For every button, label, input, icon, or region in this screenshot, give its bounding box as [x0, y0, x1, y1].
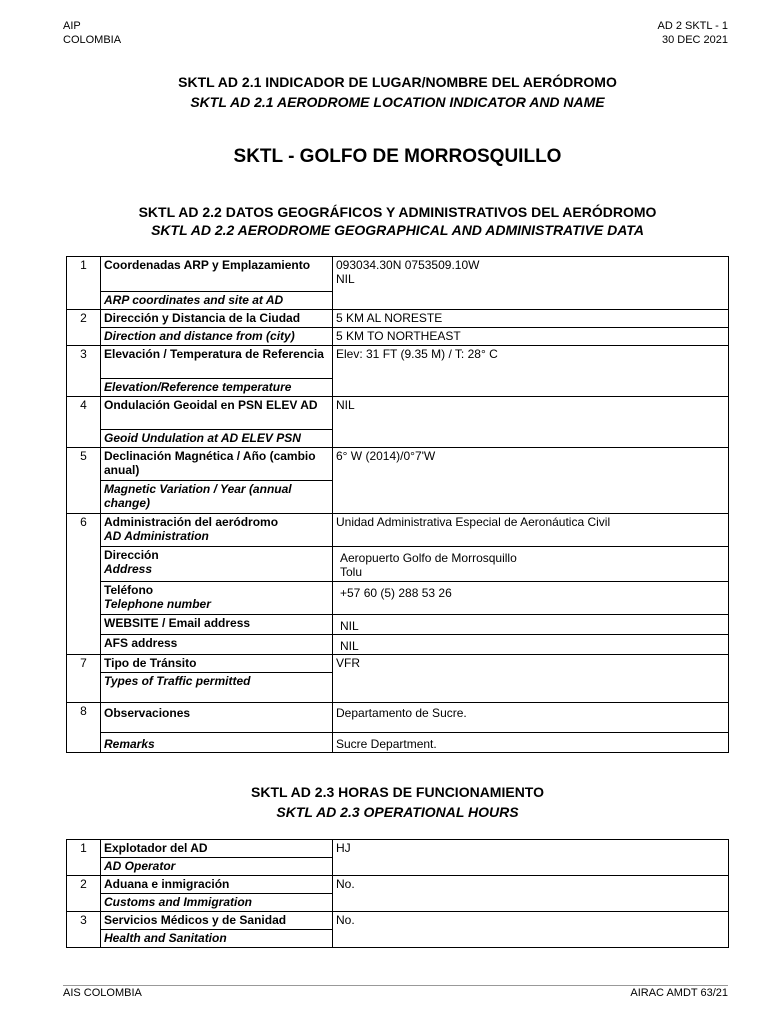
header-aip: AIP: [63, 20, 81, 32]
table-row: [67, 840, 729, 858]
value-text: Sucre Department.: [333, 733, 729, 753]
table-row: [67, 733, 729, 753]
table-row: [67, 655, 729, 673]
page-title: SKTL - GOLFO DE MORROSQUILLO: [233, 146, 562, 167]
label-es: Elevación / Temperatura de Referencia: [101, 346, 333, 379]
table-row: [67, 448, 729, 481]
label-en: Magnetic Variation / Year (annual change): [101, 481, 333, 514]
row-num: 2: [67, 876, 101, 912]
row-num: 6: [67, 514, 101, 655]
value-text: NIL: [336, 272, 355, 286]
sec21-title-en: SKTL AD 2.1 AERODROME LOCATION INDICATOR AND NAME: [190, 94, 605, 110]
label-es: Teléfono: [104, 583, 154, 597]
label-es: Dirección y Distancia de la Ciudad: [101, 310, 333, 328]
footer-right: AIRAC AMDT 63/21: [630, 987, 728, 999]
value-cell: [333, 257, 729, 310]
header-page-id: AD 2 SKTL - 1: [657, 20, 728, 32]
sec21-title-es: SKTL AD 2.1 INDICADOR DE LUGAR/NOMBRE DEL AERÓDROMO: [178, 74, 617, 90]
row-num: 1: [67, 257, 101, 310]
table-row: [67, 257, 729, 292]
label-en: Remarks: [101, 733, 333, 753]
label-es: Servicios Médicos y de Sanidad: [101, 912, 333, 930]
value-text: Departamento de Sucre.: [333, 703, 729, 733]
value-text: VFR: [333, 655, 729, 703]
label-admin: [101, 514, 333, 547]
label-es: Coordenadas ARP y Emplazamiento: [101, 257, 333, 292]
table-row: [67, 328, 729, 346]
label-es: Ondulación Geoidal en PSN ELEV AD: [101, 397, 333, 430]
label-en: Elevation/Reference temperature: [101, 379, 333, 397]
table-row: [67, 547, 729, 582]
label-en: Geoid Undulation at AD ELEV PSN: [101, 430, 333, 448]
aerodrome-data-table: [66, 256, 729, 753]
value-text: No.: [333, 912, 729, 948]
label-es: Explotador del AD: [101, 840, 333, 858]
footer-left: AIS COLOMBIA: [63, 987, 142, 999]
label-en: AD Operator: [101, 858, 333, 876]
label-en: Customs and Immigration: [101, 894, 333, 912]
sec22-title-en: SKTL AD 2.2 AERODROME GEOGRAPHICAL AND ADMINISTRATIVE DATA: [151, 222, 644, 238]
header-date: 30 DEC 2021: [661, 34, 728, 46]
table-row: [67, 615, 729, 635]
label-es: Tipo de Tránsito: [101, 655, 333, 673]
value-text: 5 KM AL NORESTE: [333, 310, 729, 328]
sec23-title-en: SKTL AD 2.3 OPERATIONAL HOURS: [276, 804, 519, 820]
value-cell: [333, 547, 729, 582]
value-text: No.: [333, 876, 729, 912]
label-telephone: [101, 582, 333, 615]
label-en: Telephone number: [104, 597, 211, 611]
row-num: 7: [67, 655, 101, 703]
value-text: 093034.30N 0753509.10W: [336, 258, 480, 272]
row-num: 8: [67, 703, 101, 753]
header-left: [63, 19, 121, 47]
label-afs: AFS address: [101, 635, 333, 655]
value-cell: [333, 582, 729, 615]
label-es: Aduana e inmigración: [101, 876, 333, 894]
footer-divider: [398, 985, 728, 986]
label-es: Dirección: [104, 548, 159, 562]
value-text: 6° W (2014)/0°7'W: [333, 448, 729, 514]
label-en: Direction and distance from (city): [101, 328, 333, 346]
value-text: NIL: [340, 619, 359, 633]
value-text: Unidad Administrativa Especial de Aeronáutica Civil: [333, 514, 729, 547]
label-es: Administración del aeródromo: [104, 515, 279, 529]
sec23-title-es: SKTL AD 2.3 HORAS DE FUNCIONAMIENTO: [251, 784, 544, 800]
value-text: Elev: 31 FT (9.35 M) / T: 28° C: [333, 346, 729, 397]
value-cell: [333, 635, 729, 655]
footer-divider: [63, 985, 398, 986]
table-row: [67, 514, 729, 547]
table-row: [67, 876, 729, 894]
value-text: +57 60 (5) 288 53 26: [340, 586, 452, 600]
label-es: Observaciones: [101, 703, 333, 733]
label-website: WEBSITE / Email address: [101, 615, 333, 635]
table-row: [67, 703, 729, 733]
row-num: 4: [67, 397, 101, 448]
table-row: [67, 582, 729, 615]
row-num: 3: [67, 346, 101, 397]
table-row: [67, 310, 729, 328]
label-address: [101, 547, 333, 582]
value-cell: [333, 615, 729, 635]
label-en: AD Administration: [104, 529, 209, 543]
header-right: [657, 19, 728, 47]
value-text: HJ: [333, 840, 729, 876]
label-es: Declinación Magnética / Año (cambio anual): [101, 448, 333, 481]
row-num: 1: [67, 840, 101, 876]
value-text: Tolu: [340, 565, 363, 579]
label-en: Health and Sanitation: [101, 930, 333, 948]
value-text: NIL: [333, 397, 729, 448]
row-num: 2: [67, 310, 101, 346]
table-row: [67, 912, 729, 930]
table-row: [67, 397, 729, 430]
value-text: Aeropuerto Golfo de Morrosquillo: [340, 551, 517, 565]
table-row: [67, 346, 729, 379]
label-en: Address: [104, 562, 153, 576]
header-country: COLOMBIA: [63, 34, 122, 46]
table-row: [67, 635, 729, 655]
sec22-title-es: SKTL AD 2.2 DATOS GEOGRÁFICOS Y ADMINISTRATIVOS DEL AERÓDROMO: [138, 204, 657, 220]
value-text: NIL: [340, 639, 359, 653]
operational-hours-table: [66, 839, 729, 948]
row-num: 5: [67, 448, 101, 514]
value-text: 5 KM TO NORTHEAST: [333, 328, 729, 346]
label-en: Types of Traffic permitted: [101, 673, 333, 703]
label-en: ARP coordinates and site at AD: [101, 292, 333, 310]
row-num: 3: [67, 912, 101, 948]
